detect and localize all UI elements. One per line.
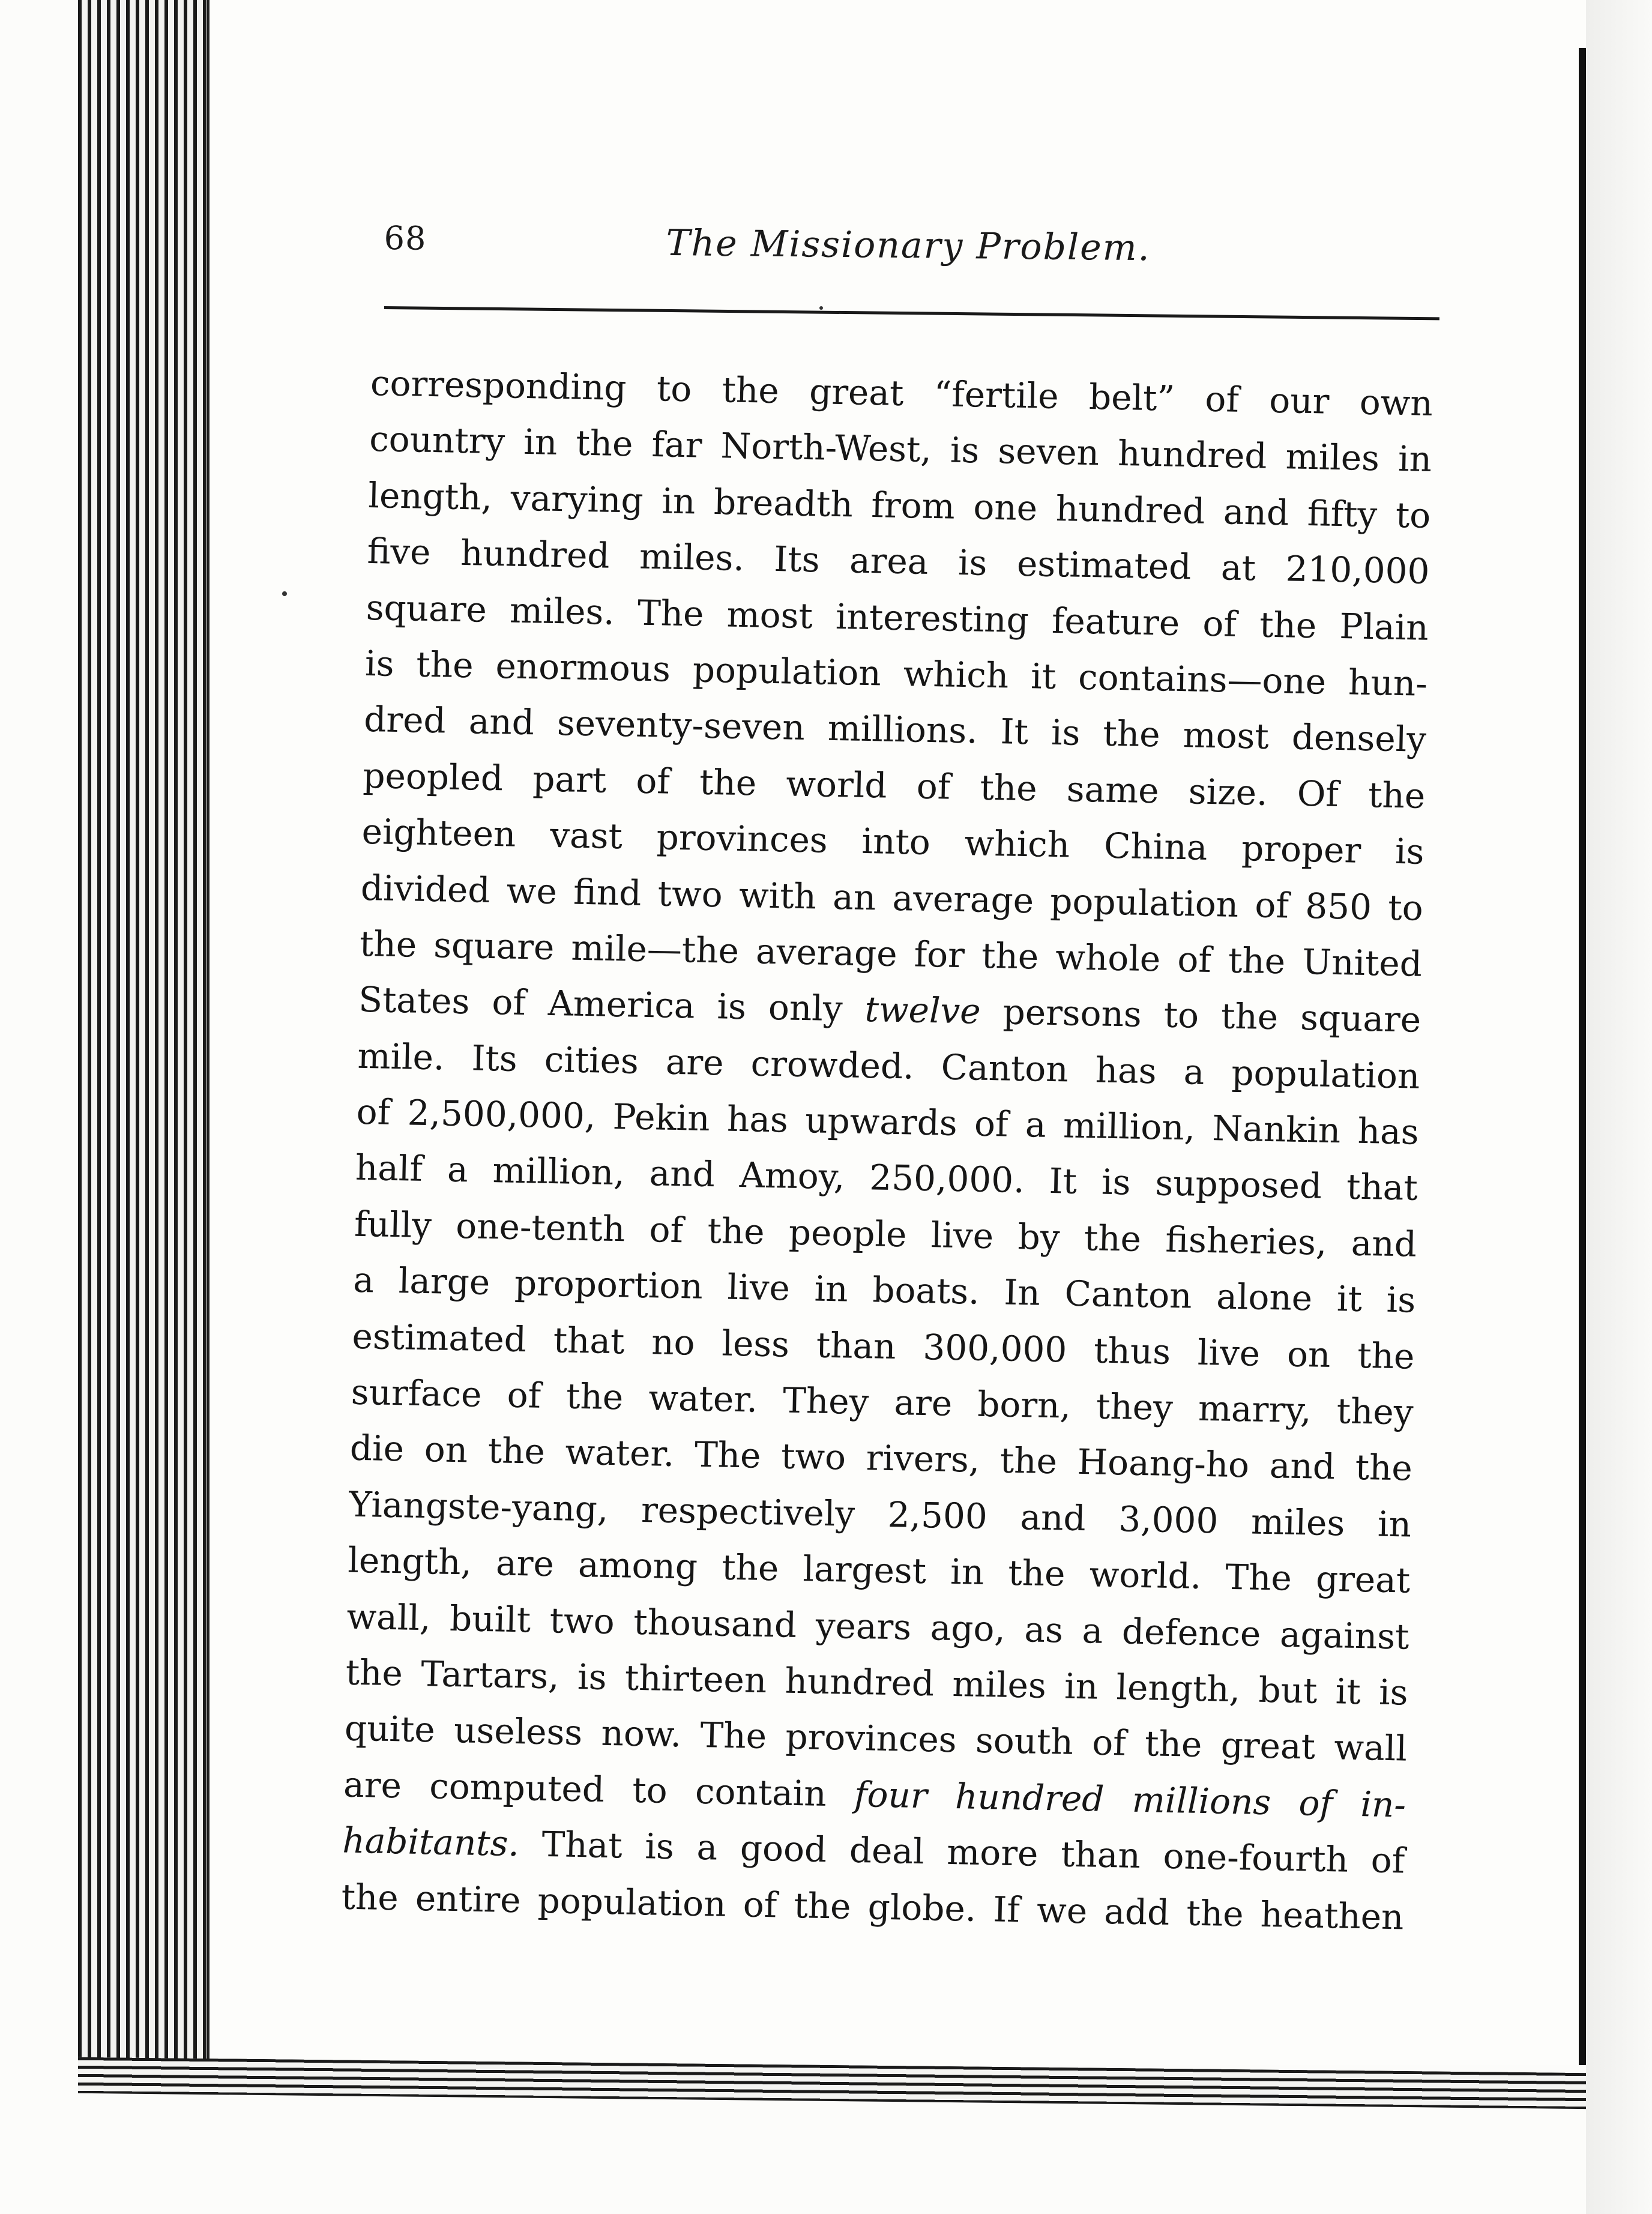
facing-page-edge [1579, 48, 1586, 2065]
text-line: a large proportion live in boats. In Canton alone it is [352, 1259, 1416, 1321]
text-line: square miles. The most interesting feature of the Plain [366, 587, 1429, 648]
running-title: The Missionary Problem. [666, 222, 1151, 270]
italic-emphasis: habitants. [342, 1820, 520, 1865]
page-number: 68 [384, 219, 427, 258]
text-line: the entire population of the globe. If we add the heathen [341, 1876, 1405, 1938]
text-line: surface of the water. They are born, they marry, they [351, 1371, 1414, 1433]
running-head [384, 219, 1465, 285]
text-line: dred and seventy-seven millions. It is the most densely [363, 699, 1427, 761]
text-line: is the enormous population which it contains—one hun- [364, 642, 1428, 704]
text-line: of 2,500,000, Pekin has upwards of a million, Nankin has [356, 1091, 1420, 1153]
scan-margin-right [1586, 0, 1652, 2214]
text-line: length, varying in breadth from one hundred and fifty to [367, 474, 1431, 536]
text-line: the square mile—the average for the whole of the United [359, 923, 1423, 985]
text-line: Yiangste-yang, respectively 2,500 and 3,000 miles in [348, 1483, 1412, 1545]
text-line: corresponding to the great “fertile belt” of our own [370, 362, 1433, 424]
text-line: half a million, and Amoy, 250,000. It is supposed that [355, 1147, 1418, 1209]
text-line: wall, built two thousand years ago, as a defence against [346, 1596, 1410, 1657]
text-line: five hundred miles. Its area is estimated at 210,000 [367, 531, 1430, 593]
italic-emphasis: twelve [864, 989, 981, 1032]
text-segment: That is a good deal more than one-fourth of [541, 1824, 1405, 1881]
dust-speck [282, 591, 287, 596]
text-line: the Tartars, is thirteen hundred miles in length, but it is [345, 1651, 1409, 1713]
text-line: die on the water. The two rivers, the Hoang-ho and the [349, 1428, 1413, 1489]
italic-emphasis: four hundred millions of in- [854, 1773, 1406, 1826]
text-line: mile. Its cities are crowded. Canton has a population [357, 1035, 1420, 1097]
text-line: peopled part of the world of the same size. Of the [362, 755, 1426, 816]
text-line: eighteen vast provinces into which China proper is [361, 810, 1425, 872]
text-segment: persons to the square [1002, 991, 1421, 1041]
book-page-edges-left [78, 0, 210, 2065]
text-line: length, are among the largest in the world. The great [347, 1539, 1411, 1601]
dust-speck [819, 306, 823, 310]
text-line: country in the far North-West, is seven hundred miles in [369, 418, 1432, 480]
body-paragraph [341, 355, 1433, 1945]
text-segment: are computed to contain [343, 1764, 827, 1814]
text-line: divided we find two with an average population of 850 to [360, 867, 1424, 929]
text-line: fully one-tenth of the people live by the fisheries, and [354, 1203, 1417, 1265]
text-segment: States of America is only [358, 979, 843, 1030]
text-line: estimated that no less than 300,000 thus live on the [351, 1315, 1415, 1377]
text-line: quite useless now. The provinces south of the great wall [344, 1707, 1408, 1769]
